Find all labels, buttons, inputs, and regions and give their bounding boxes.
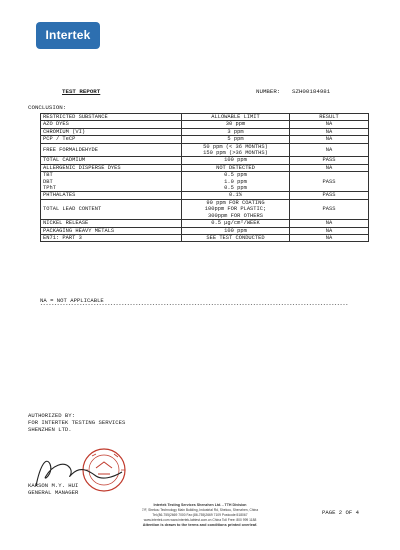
result-cell: PASS — [290, 199, 369, 219]
limit-line: 100ppm FOR PLASTIC; — [204, 206, 267, 213]
limit-line: 0.5 ppm — [224, 172, 247, 179]
substance-line: ALLERGENIC DISPERSE DYES — [43, 164, 121, 171]
result-cell: NA — [290, 164, 369, 171]
substance-line: DBT — [43, 178, 53, 185]
substance-line: CHROMIUM (VI) — [43, 128, 86, 135]
limit-line: 100 ppm — [224, 227, 247, 234]
table-row — [41, 199, 369, 219]
separator-line: ************************************************************************************************************** — [40, 304, 349, 308]
limit-cell — [182, 136, 290, 143]
substance-cell — [41, 157, 182, 164]
table-header-row — [41, 114, 369, 121]
substance-line: PCP / TeCP — [43, 136, 76, 143]
substance-line: PACKAGING HEAVY METALS — [43, 227, 115, 234]
intertek-logo: Intertek — [36, 22, 100, 49]
limit-line: 0.5 μg/cm²/WEEK — [211, 220, 260, 227]
header-limit: ALLOWABLE LIMIT — [182, 114, 290, 121]
results-table — [40, 113, 369, 242]
limit-line: 0.5 ppm — [224, 185, 247, 192]
table-row — [41, 121, 369, 128]
limit-cell — [182, 227, 290, 234]
footer-address-line: 7/F, Shekou Technology Main Building, Industrial Rd, Shekou, Shenzhen, China — [141, 508, 259, 512]
substance-line: PHTHALATES — [43, 192, 76, 199]
limit-cell — [182, 121, 290, 128]
signatory-name: KARSON M.Y. HUI — [28, 482, 79, 489]
substance-line: NICKEL RELEASE — [43, 220, 89, 227]
result-cell: PASS — [290, 192, 369, 199]
report-title: TEST REPORT — [62, 88, 101, 95]
header-substance: RESTRICTED SUBSTANCE — [41, 114, 182, 121]
footer-address — [90, 503, 310, 528]
table-row — [41, 164, 369, 171]
substance-cell — [41, 199, 182, 219]
limit-line: 5 ppm — [227, 136, 244, 143]
limit-cell — [182, 220, 290, 227]
authorized-line-2: FOR INTERTEK TESTING SERVICES — [28, 419, 126, 426]
limit-cell — [182, 172, 290, 192]
limit-cell — [182, 192, 290, 199]
limit-line: 0.1% — [229, 192, 242, 199]
result-cell: NA — [290, 220, 369, 227]
substance-cell — [41, 143, 182, 157]
substance-line: FREE FORMALDEHYDE — [43, 146, 98, 153]
limit-line: 3 ppm — [227, 128, 244, 135]
table-row — [41, 234, 369, 241]
table-row — [41, 192, 369, 199]
footer-terms-note: Attention is drawn to the terms and conditions printed overleaf. — [142, 523, 258, 527]
substance-line: AZO DYES — [43, 121, 69, 128]
result-cell: NA — [290, 136, 369, 143]
authorized-line-3: SHENZHEN LTD. — [28, 426, 72, 433]
limit-line: 90 ppm FOR COATING — [206, 199, 265, 206]
limit-cell — [182, 234, 290, 241]
footer-contact-line: Tel:(86-755)2669 7000 Fax:(86-755)2669 7109 Postcode:518067 — [152, 513, 248, 517]
result-cell: NA — [290, 121, 369, 128]
authorized-line-1: AUTHORIZED BY: — [28, 412, 75, 419]
limit-line: 1.0 ppm — [224, 178, 247, 185]
result-cell: NA — [290, 234, 369, 241]
substance-cell — [41, 227, 182, 234]
limit-line: 100 ppm — [224, 157, 247, 164]
signatory-title: GENERAL MANAGER — [28, 489, 79, 496]
report-number-label: NUMBER: — [256, 88, 281, 95]
report-number: SZH00184981 — [292, 88, 331, 95]
limit-line: 50 ppm (< 36 MONTHS) — [203, 143, 268, 150]
result-cell: NA — [290, 227, 369, 234]
result-cell: PASS — [290, 172, 369, 192]
result-cell: PASS — [290, 157, 369, 164]
substance-line: TOTAL LEAD CONTENT — [43, 206, 102, 213]
limit-cell — [182, 199, 290, 219]
substance-cell — [41, 136, 182, 143]
page-number: PAGE 2 OF 4 — [322, 509, 359, 516]
limit-line: 300ppm FOR OTHERS — [208, 212, 263, 219]
substance-cell — [41, 220, 182, 227]
substance-line: TBT — [43, 172, 53, 179]
footer-web-line: www.intertek.com www.intertek-labtest.com.cn China Toll Free: 800 999 1188 — [143, 518, 257, 522]
substance-cell — [41, 172, 182, 192]
limit-line: SEE TEST CONDUCTED — [206, 234, 265, 241]
substance-cell — [41, 164, 182, 171]
substance-line: TPhT — [43, 185, 56, 192]
limit-cell — [182, 164, 290, 171]
table-row — [41, 136, 369, 143]
table-row — [41, 143, 369, 157]
conclusion-label: CONCLUSION: — [28, 104, 67, 111]
limit-line: NOT DETECTED — [216, 164, 255, 171]
limit-line: 150 ppm (>36 MONTHS) — [203, 150, 268, 157]
authorized-block — [28, 412, 125, 433]
na-note: NA = NOT APPLICABLE — [40, 297, 104, 304]
signatory-block — [28, 482, 78, 496]
table-row — [41, 227, 369, 234]
limit-cell — [182, 128, 290, 135]
substance-cell — [41, 121, 182, 128]
substance-cell — [41, 192, 182, 199]
table-row — [41, 172, 369, 192]
company-stamp — [83, 449, 125, 491]
result-cell: NA — [290, 143, 369, 157]
table-row — [41, 220, 369, 227]
table-row — [41, 128, 369, 135]
header-result: RESULT — [290, 114, 369, 121]
substance-cell — [41, 128, 182, 135]
limit-cell — [182, 143, 290, 157]
substance-cell — [41, 234, 182, 241]
result-cell: NA — [290, 128, 369, 135]
limit-line: 30 ppm — [225, 121, 246, 128]
substance-line: TOTAL CADMIUM — [43, 157, 86, 164]
footer-company: Intertek Testing Services Shenzhen Ltd. - TTH Division — [153, 503, 247, 507]
limit-cell — [182, 157, 290, 164]
substance-line: EN71: PART 3 — [43, 234, 82, 241]
table-row — [41, 157, 369, 164]
